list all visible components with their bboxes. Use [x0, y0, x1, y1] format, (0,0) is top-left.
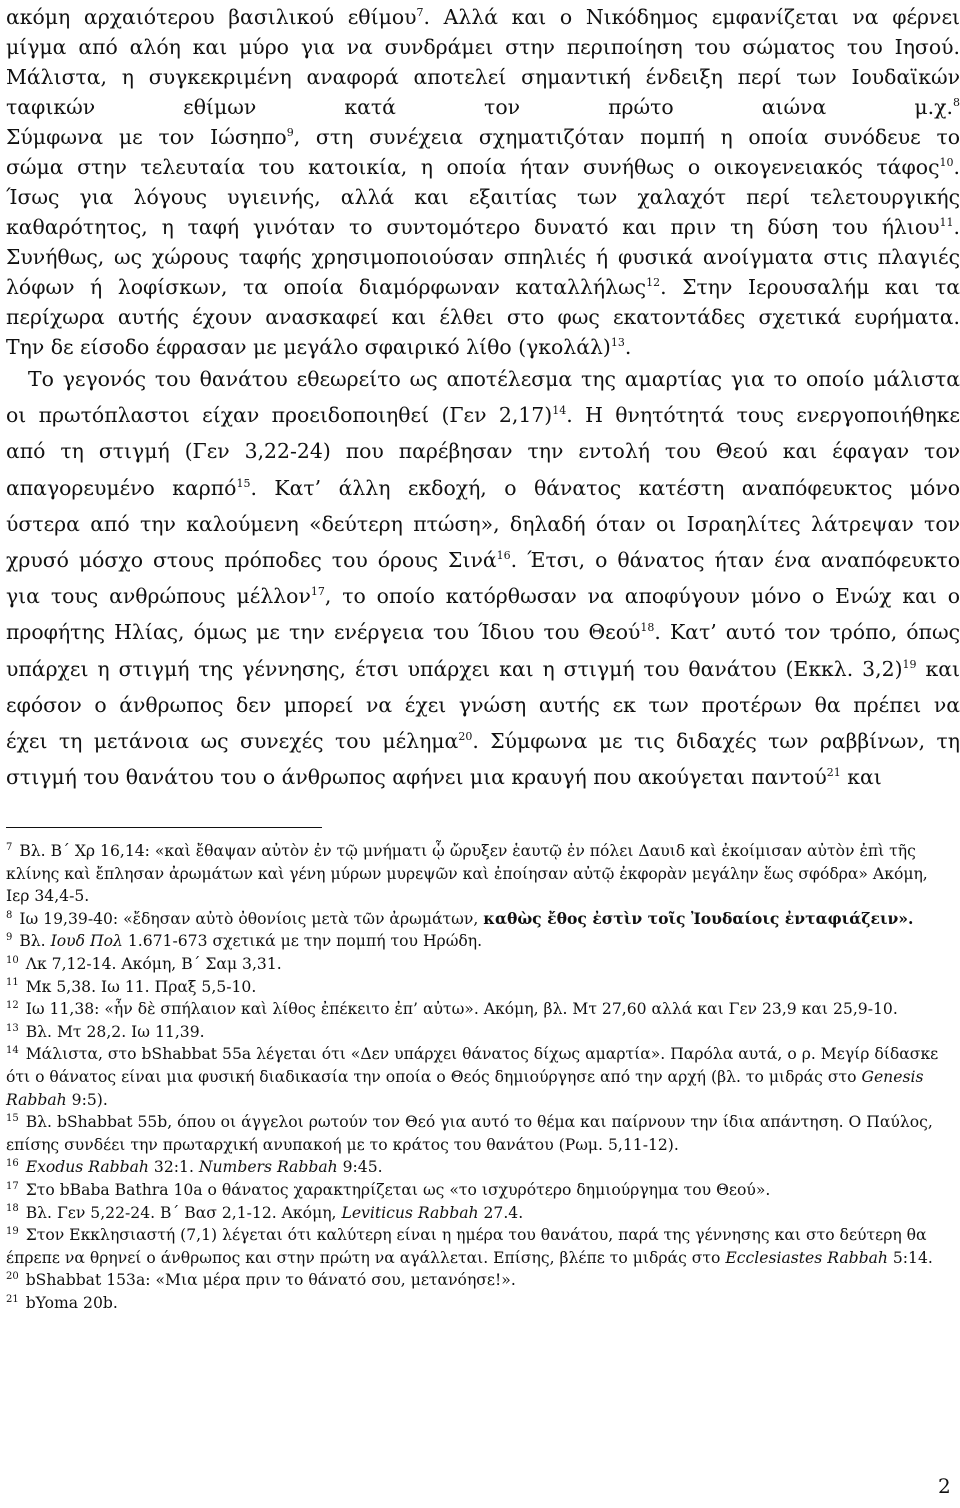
text-line	[6, 92, 960, 122]
footnote-text: Βλ. Μτ 28,2. Ιω 11,39.	[25, 1022, 205, 1041]
footnote-number: 10	[6, 954, 19, 966]
text-line	[6, 506, 960, 542]
footnote-text: Λκ 7,12-14. Ακόμη, Β΄ Σαμ 3,31.	[25, 954, 282, 973]
text-segment: χρυσό μόσχο στους πρόποδες του όρους Σινά	[6, 548, 497, 573]
footnote-ref: 20	[458, 730, 473, 744]
footnote	[6, 1202, 954, 1225]
footnote-text: Βλ. Γεν 5,22-24. Β΄ Βασ 2,1-12. Ακόμη,	[25, 1203, 342, 1222]
footnote-text: Ιω 11,38: «ἦν δὲ σπήλαιον καὶ λίθος ἐπέκειτο ἐπ’ αὐτω». Ακόμη, βλ. Μτ 27,60 αλλά και Γεν 23,9 και 25,9-10.	[25, 1000, 898, 1019]
text-line	[6, 122, 960, 152]
text-line	[6, 578, 960, 614]
text-line	[6, 614, 960, 650]
footnote-ref: 13	[610, 336, 625, 350]
text-segment: για τους ανθρώπους μέλλον	[6, 584, 311, 609]
footnote-text: Βλ. bShabbat 55b, όπου οι άγγελοι ρωτούν τον Θεό για αυτό το θέμα και παίρνουν την ίδια απάντηση. Ο Παύλος, επίσης συνδέει την πρωταρχική ανυπακοή με το κράτος του θανάτου (Ρωμ. 5,11-12).	[6, 1113, 933, 1154]
footnote-text: 27.4.	[478, 1203, 524, 1222]
text-segment: από τη στιγμή (Γεν 3,22-24) που παρέβησαν την εντολή του Θεού και έφαγαν τον	[6, 439, 960, 464]
footnote	[6, 1224, 954, 1269]
footnote-number: 14	[6, 1045, 19, 1057]
text-segment: Το γεγονός του θανάτου εθεωρείτο ως αποτέλεσμα της αμαρτίας για το οποίο μάλιστα	[28, 367, 960, 391]
footnote-number: 19	[6, 1225, 19, 1237]
footnote-number: 7	[6, 841, 13, 853]
text-line	[6, 433, 960, 469]
text-line	[6, 759, 960, 795]
footnote-number: 18	[6, 1203, 19, 1215]
footnote-ref: 10	[939, 156, 954, 170]
text-line	[6, 62, 960, 92]
footnote	[6, 1292, 954, 1315]
footnote-number: 16	[6, 1158, 19, 1170]
footnote-text: Μάλιστα, στο bShabbat 55a λέγεται ότι «Δεν υπάρχει θάνατος δίχως αμαρτία». Παρόλα αυτά, ο ρ. Μεγίρ δίδασκε ότι ο θάνατος είναι μια φυσική διαδικασία την οποία ο Θεός δημιούργησε από την αρχή (βλ. το μιδράς στο	[6, 1045, 939, 1086]
text-line	[6, 470, 960, 506]
text-segment: Ίσως για λόγους υγιεινής, αλλά και εξαιτίας των χαλαχότ περί τελετουργικής	[6, 185, 960, 209]
text-segment: . Σύμφωνα με τις διδαχές των ραββίνων, τη	[472, 729, 960, 754]
footnotes	[6, 840, 954, 1314]
text-line	[6, 272, 960, 302]
text-line	[6, 723, 960, 759]
text-segment: έχει τη μετάνοια ως συνεχές του μέλημα	[6, 729, 459, 754]
text-segment: οι πρωτόπλαστοι είχαν προειδοποιηθεί (Γεν 2,17)	[6, 403, 553, 428]
text-line	[6, 651, 960, 687]
footnote-text: Genesis Rabbah	[6, 1067, 924, 1109]
text-segment: Συνήθως, ως χώρους ταφής χρησιμοποιούσαν σπηλιές ή φυσικά ανοίγματα στις πλαγιές	[6, 245, 960, 269]
footnote-number: 15	[6, 1112, 19, 1124]
footnote-text: 32:1.	[148, 1158, 199, 1177]
footnote-number: 20	[6, 1271, 19, 1283]
text-segment: .	[624, 335, 632, 359]
footnote-text: bYoma 20b.	[25, 1293, 118, 1312]
text-segment: .	[953, 155, 960, 179]
text-segment: , στη συνέχεια σχηματιζόταν πομπή η οποία συνόδευε το	[293, 125, 960, 149]
text-segment: και	[916, 656, 960, 681]
footnote-text: 5:14.	[887, 1248, 933, 1267]
footnote-text: 9:5).	[66, 1090, 108, 1109]
text-line	[6, 2, 960, 32]
footnote-text: Βλ. Β΄ Χρ 16,14: «καὶ ἔθαψαν αὐτὸν ἐν τῷ μνήματι ᾧ ὤρυξεν ἑαυτῷ ἐν πόλει Δαυιδ καὶ ἐκοίμισαν αὐτὸν ἐπὶ τῆς κλίνης καὶ ἔπλησαν ἀρωμάτων καὶ γένη μύρων μυρεψῶν καὶ ἐποίησαν αὐτῷ ἐκφορὰν μεγάλην ἕως σφόδρα» Ακόμη, Ιερ 34,4-5.	[6, 842, 928, 906]
text-segment: . Κατ’ αυτό τον τρόπο, όπως	[654, 620, 960, 645]
footnote	[6, 840, 954, 908]
footnote	[6, 1269, 954, 1292]
text-line	[6, 687, 960, 723]
footnote-number: 8	[6, 909, 13, 921]
footnote-text: Μκ 5,38. Ιω 11. Πραξ 5,5-10.	[25, 977, 257, 996]
footnote	[6, 976, 954, 999]
footnote	[6, 1043, 954, 1111]
footnote	[6, 1156, 954, 1179]
footnote-text: Numbers Rabbah	[198, 1158, 338, 1177]
footnote-text: Ιω 19,39-40: «ἔδησαν αὐτὸ ὀθονίοις μετὰ τῶν ἀρωμάτων,	[19, 909, 484, 928]
footnote-text: Στο bBaba Bathra 10a ο θάνατος χαρακτηρίζεται ως «το ισχυρότερο δημιούργημα του Θεού».	[25, 1180, 771, 1199]
footnote-ref: 12	[646, 276, 661, 290]
text-segment: και	[840, 765, 882, 790]
text-line	[6, 32, 960, 62]
text-segment: Σύμφωνα με τον Ιώσηπο	[6, 125, 287, 149]
footnote-number: 9	[6, 932, 13, 944]
text-segment: . Η θνητότητά τους ενεργοποιήθηκε	[566, 403, 960, 428]
footnote	[6, 908, 954, 931]
footnote-ref: 8	[953, 96, 960, 110]
footnote-ref: 17	[310, 585, 325, 599]
text-segment: . Έτσι, ο θάνατος ήταν ένα αναπόφευκτο	[510, 548, 960, 573]
footnote-ref: 16	[496, 549, 511, 563]
text-segment: Την δε είσοδο έφρασαν με μεγάλο σφαιρικό λίθο (γκολάλ)	[6, 335, 611, 359]
text-line	[6, 542, 960, 578]
footnote-number: 12	[6, 999, 19, 1011]
text-segment: περίχωρα αυτής έχουν ανασκαφεί και έλθει στο φως εκατοντάδες σχετικά ευρήματα.	[6, 305, 960, 329]
footnote-ref: 18	[640, 621, 655, 635]
footnote-number: 13	[6, 1022, 19, 1034]
paragraph-burial-customs	[6, 2, 960, 362]
footnote-ref: 7	[416, 6, 424, 20]
text-segment: , το οποίο κατόρθωσαν να αποφύγουν μόνο ο Ενώχ και ο	[324, 584, 960, 609]
footnote-text: Βλ.	[19, 932, 51, 951]
footnote-text: Exodus Rabbah	[25, 1158, 149, 1177]
text-segment: απαγορευμένο καρπό	[6, 475, 237, 500]
text-line	[6, 212, 960, 242]
footnote	[6, 1179, 954, 1202]
footnote	[6, 930, 954, 953]
footnote-ref: 19	[902, 657, 917, 671]
footnote	[6, 998, 954, 1021]
text-segment: προφήτης Ηλίας, όμως με την ενέργεια του Ίδιου του Θεού	[6, 620, 641, 645]
text-segment: καθαρότητος, η ταφή γινόταν το συντομότερο δυνατό και πριν τη δύση του ήλιου	[6, 215, 940, 239]
text-line	[6, 302, 960, 332]
text-segment: εφόσον ο άνθρωπος δεν μπορεί να έχει γνώση αυτής εκ των προτέρων θα πρέπει να	[6, 692, 960, 717]
footnote-number: 21	[6, 1293, 19, 1305]
text-segment: . Στην Ιερουσαλήμ και τα	[660, 275, 960, 299]
text-segment: ταφικών εθίμων κατά τον πρώτο αιώνα μ.χ.	[6, 95, 953, 119]
text-segment: ύστερα από την καλούμενη «δεύτερη πτώση», δηλαδή όταν οι Ισραηλίτες λάτρεψαν τον	[6, 511, 960, 536]
text-segment: υπάρχει η στιγμή της γέννησης, έτσι υπάρχει και η στιγμή του θανάτου (Εκκλ. 3,2)	[6, 656, 903, 681]
footnote-text: Ecclesiastes Rabbah	[725, 1248, 888, 1267]
paragraph-death-and-sin	[6, 361, 960, 795]
text-segment: σώμα στην τελευταία του κατοικία, η οποία ήταν συνήθως ο οικογενειακός τάφος	[6, 155, 940, 179]
text-line	[6, 332, 960, 362]
footnote-text: bShabbat 153a: «Μια μέρα πριν το θάνατό σου, μετανόησε!».	[25, 1271, 516, 1290]
text-segment: στιγμή του θανάτου του ο άνθρωπος αφήνει μια κραυγή που ακούγεται παντού	[6, 765, 827, 790]
text-line	[6, 242, 960, 272]
footnote	[6, 1021, 954, 1044]
footnote	[6, 953, 954, 976]
footnote-text: 9:45.	[337, 1158, 383, 1177]
footnote-text: Στον Εκκλησιαστή (7,1) λέγεται ότι καλύτερη είναι η ημέρα του θανάτου, παρά της γέννησης και στο δεύτερη θα έπρεπε να θρηνεί ο άνθρωπος και στην πρώτη να αγάλλεται. Επίσης, βλέπε το μιδράς στο	[6, 1226, 927, 1267]
footnote-ref: 14	[552, 404, 567, 418]
footnote-ref: 11	[939, 216, 954, 230]
footnote-text: Ιουδ Πολ	[50, 932, 123, 951]
text-line	[6, 152, 960, 182]
text-segment: Μάλιστα, η συγκεκριμένη αναφορά αποτελεί σημαντική ένδειξη περί των Ιουδαϊκών	[6, 65, 960, 89]
text-segment: .	[953, 215, 960, 239]
footnote-text: καθὼς ἔθος ἐστὶν τοῖς Ἰουδαίοις ἐνταφιάζειν».	[483, 908, 914, 928]
text-segment: μίγμα από αλόη και μύρο για να συνδράμει στην περιποίηση του σώματος του Ιησού.	[6, 35, 960, 59]
footnote-text: 1.671-673 σχετικά με την πομπή του Ηρώδη.	[122, 932, 483, 951]
footnote-ref: 15	[236, 476, 251, 490]
text-segment: λόφων ή λοφίσκων, τα οποία διαμόρφωναν καταλλήλως	[6, 275, 647, 299]
footnote	[6, 1111, 954, 1156]
text-segment: . Κατ’ άλλη εκδοχή, ο θάνατος κατέστη αναπόφευκτος μόνο	[250, 475, 960, 500]
text-line	[6, 397, 960, 433]
footnote-ref: 21	[826, 766, 841, 780]
footnote-ref: 9	[286, 126, 294, 140]
footnote-text: Leviticus Rabbah	[341, 1203, 479, 1222]
footnote-number: 11	[6, 977, 19, 989]
text-segment: ακόμη αρχαιότερου βασιλικού εθίμου	[6, 5, 417, 29]
text-segment: . Αλλά και ο Νικόδημος εμφανίζεται να φέρνει	[423, 5, 960, 29]
text-line	[6, 361, 960, 397]
footnote-separator	[6, 827, 322, 828]
page-number: 2	[938, 1474, 951, 1498]
footnote-number: 17	[6, 1180, 19, 1192]
text-line	[6, 182, 960, 212]
